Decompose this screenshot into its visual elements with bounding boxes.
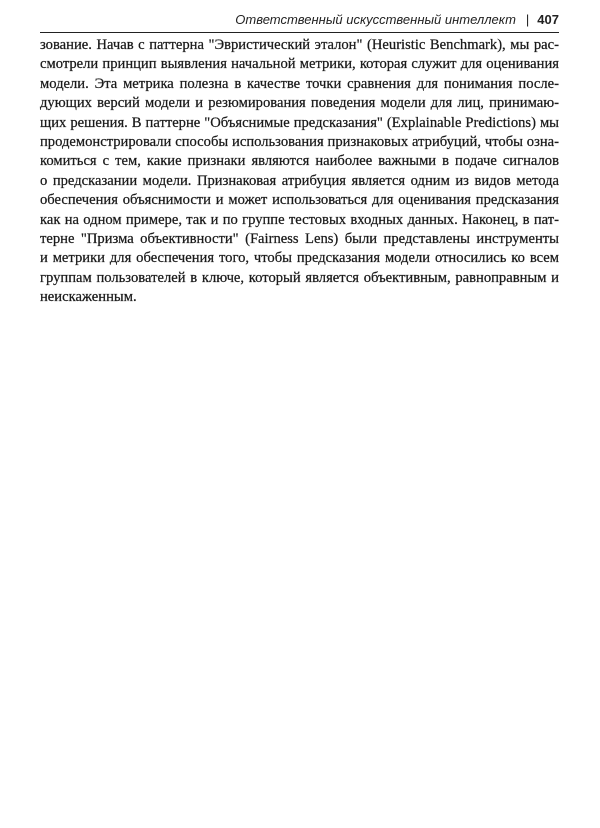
text-line: о предсказании модели. Признаковая атрибуция является одним из видов метода: [40, 172, 559, 189]
text-line: зование. Начав с паттерна "Эвристический эталон" (Heuristic Benchmark), мы рас-: [40, 37, 559, 53]
page-number: 407: [537, 12, 559, 27]
text-line: смотрели принцип выявления начальной метрики, которая служит для оценивания: [40, 56, 559, 73]
running-header: [40, 12, 559, 33]
text-line: группам пользователей в ключе, который является объективным, равноправным и: [40, 269, 559, 286]
text-line: неискаженным.: [40, 289, 137, 306]
text-line: как на одном примере, так и по группе тестовых входных данных. Наконец, в пат-: [40, 211, 559, 228]
text-line: дующих версий модели и резюмирования поведения модели для лиц, принимаю-: [40, 95, 559, 112]
text-line: продемонстрировали способы использования признаковых атрибуций, чтобы озна-: [40, 133, 559, 150]
text-line: терне "Призма объективности" (Fairness Lens) были представлены инструменты: [40, 230, 559, 247]
body-paragraph: [40, 36, 559, 307]
text-line: щих решения. В паттерне "Объяснимые предсказания" (Explainable Predictions) мы: [40, 114, 559, 131]
text-line: модели. Эта метрика полезна в качестве точки сравнения для понимания после-: [40, 75, 559, 92]
text-line: и метрики для обеспечения того, чтобы предсказания модели относились ко всем: [40, 250, 559, 267]
text-line: комиться с тем, какие признаки являются наиболее важными в подаче сигналов: [40, 153, 559, 170]
header-separator: |: [525, 12, 530, 27]
text-line: обеспечения объяснимости и может использоваться для оценивания предсказания: [40, 192, 559, 209]
running-header-title: Ответственный искусственный интеллект: [235, 12, 516, 27]
